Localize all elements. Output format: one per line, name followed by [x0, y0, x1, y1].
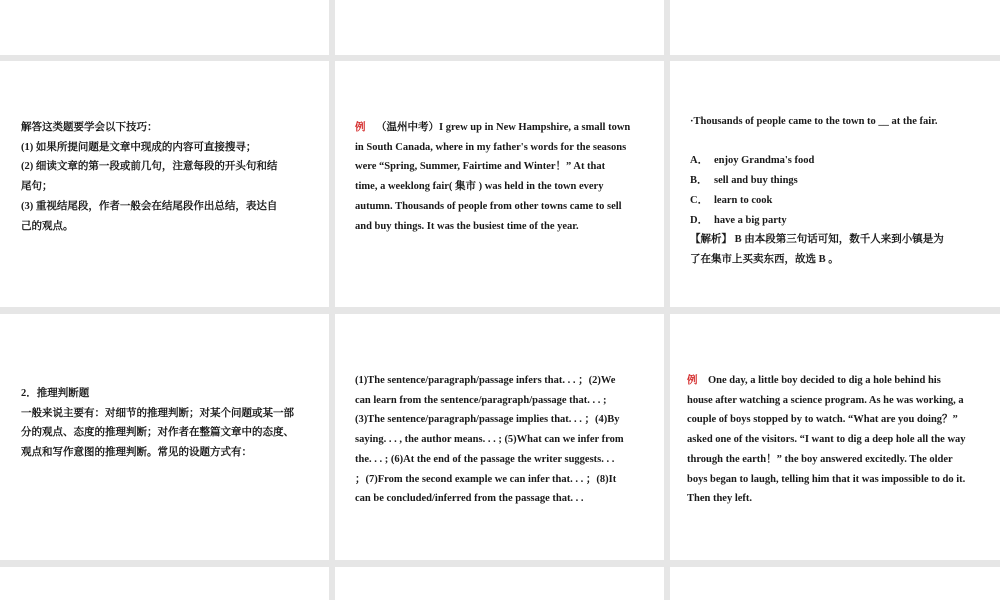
panel-top-right — [670, 0, 1000, 55]
question-form-line: the. . . ; (6)At the end of the passage the writer suggests. . . — [355, 453, 615, 465]
techniques-line: (2) 细读文章的第一段或前几句，注意每段的开头句和结 — [21, 161, 278, 173]
story-line: Then they left. — [687, 493, 753, 505]
story-line: asked one of the visitors. “I want to dig a deep hole all the way — [687, 434, 966, 446]
panel-top-middle — [335, 0, 664, 55]
question-form-line: ；(7)From the second example we can infer that. . . ；(8)It — [355, 473, 617, 485]
option-text: learn to cook — [714, 194, 773, 206]
passage-line: （温州中考）I grew up in New Hampshire, a small town — [376, 122, 631, 133]
example-first-line — [687, 371, 966, 391]
story-line: house after watching a science program. As he was working, a — [687, 394, 964, 406]
question-form-line: (3)The sentence/paragraph/passage implies that. . . ；(4)By — [355, 414, 620, 426]
techniques-line: (1) 如果所提问题是文章中现成的内容可直接搜寻； — [21, 141, 257, 153]
option-letter: D． — [690, 214, 709, 226]
panel-example-story — [670, 314, 1000, 560]
option-text: enjoy Grandma's food — [714, 155, 815, 167]
techniques-line: (3) 重视结尾段，作者一般会在结尾段作出总结，表达自 — [21, 200, 278, 212]
panel-question-forms — [335, 314, 664, 560]
inference-line: 一般来说主要有：对细节的推理判断；对某个问题或某一部 — [21, 407, 294, 419]
question-form-line: can be concluded/inferred from the passage that. . . — [355, 493, 584, 505]
story-line: couple of boys stopped by to watch. “What are you doing？” — [687, 414, 958, 426]
option-letter: A． — [690, 155, 709, 167]
panel-techniques — [0, 61, 329, 307]
passage-line: and buy things. It was the busiest time of the year. — [355, 220, 579, 232]
story-line: One day, a little boy decided to dig a hole behind his — [708, 375, 941, 386]
techniques-line: 尾句； — [21, 181, 53, 193]
question-text: ·Thousands of people came to the town to __ at the fair. — [690, 116, 938, 127]
option-d — [690, 211, 944, 231]
example-label: 例 — [687, 375, 698, 386]
analysis-line: 了在集市上买卖东西，故选 B 。 — [690, 253, 839, 265]
passage-line: in South Canada, where in my father's words for the seasons — [355, 141, 627, 153]
passage-line: time, a weeklong fair( 集市 ) was held in the town every — [355, 181, 604, 193]
option-b — [690, 171, 944, 191]
techniques-line: 解答这类题要学会以下技巧： — [21, 122, 158, 133]
panel-question — [670, 61, 1000, 307]
option-a — [690, 151, 944, 171]
panel-bottom-middle — [335, 567, 664, 600]
passage-line: were “Spring, Summer, Fairtime and Winter！” At that — [355, 161, 606, 173]
analysis-line: 【解析】 B 由本段第三句话可知，数千人来到小镇是为 — [690, 234, 944, 246]
inference-line: 观点和写作意图的推理判断。常见的设题方式有： — [21, 447, 252, 459]
inference-line: 分的观点、态度的推理判断；对作者在整篇文章中的态度、 — [21, 427, 294, 439]
question-form-line: (1)The sentence/paragraph/passage infers that. . . ；(2)We — [355, 375, 616, 386]
panel-top-left — [0, 0, 329, 55]
passage-line: autumn. Thousands of people from other towns came to sell — [355, 200, 622, 212]
option-text: have a big party — [714, 214, 787, 226]
example-first-line — [355, 118, 630, 138]
question-form-line: can learn from the sentence/paragraph/passage that. . . ; — [355, 394, 607, 406]
question-form-line: saying. . . , the author means. . . ; (5)What can we infer from — [355, 434, 624, 446]
section-heading: 2．推理判断题 — [21, 388, 90, 399]
story-line: through the earth！” the boy answered excitedly. The older — [687, 453, 953, 465]
option-text: sell and buy things — [714, 175, 798, 187]
panel-bottom-left — [0, 567, 329, 600]
story-line: boys began to laugh, telling him that it was impossible to do it. — [687, 473, 966, 485]
panel-inference-intro — [0, 314, 329, 560]
option-c — [690, 191, 944, 211]
panel-bottom-right — [670, 567, 1000, 600]
panel-example-passage — [335, 61, 664, 307]
techniques-line: 己的观点。 — [21, 220, 74, 232]
option-letter: C． — [690, 194, 709, 206]
example-label: 例 — [355, 122, 366, 133]
option-letter: B． — [690, 175, 708, 187]
